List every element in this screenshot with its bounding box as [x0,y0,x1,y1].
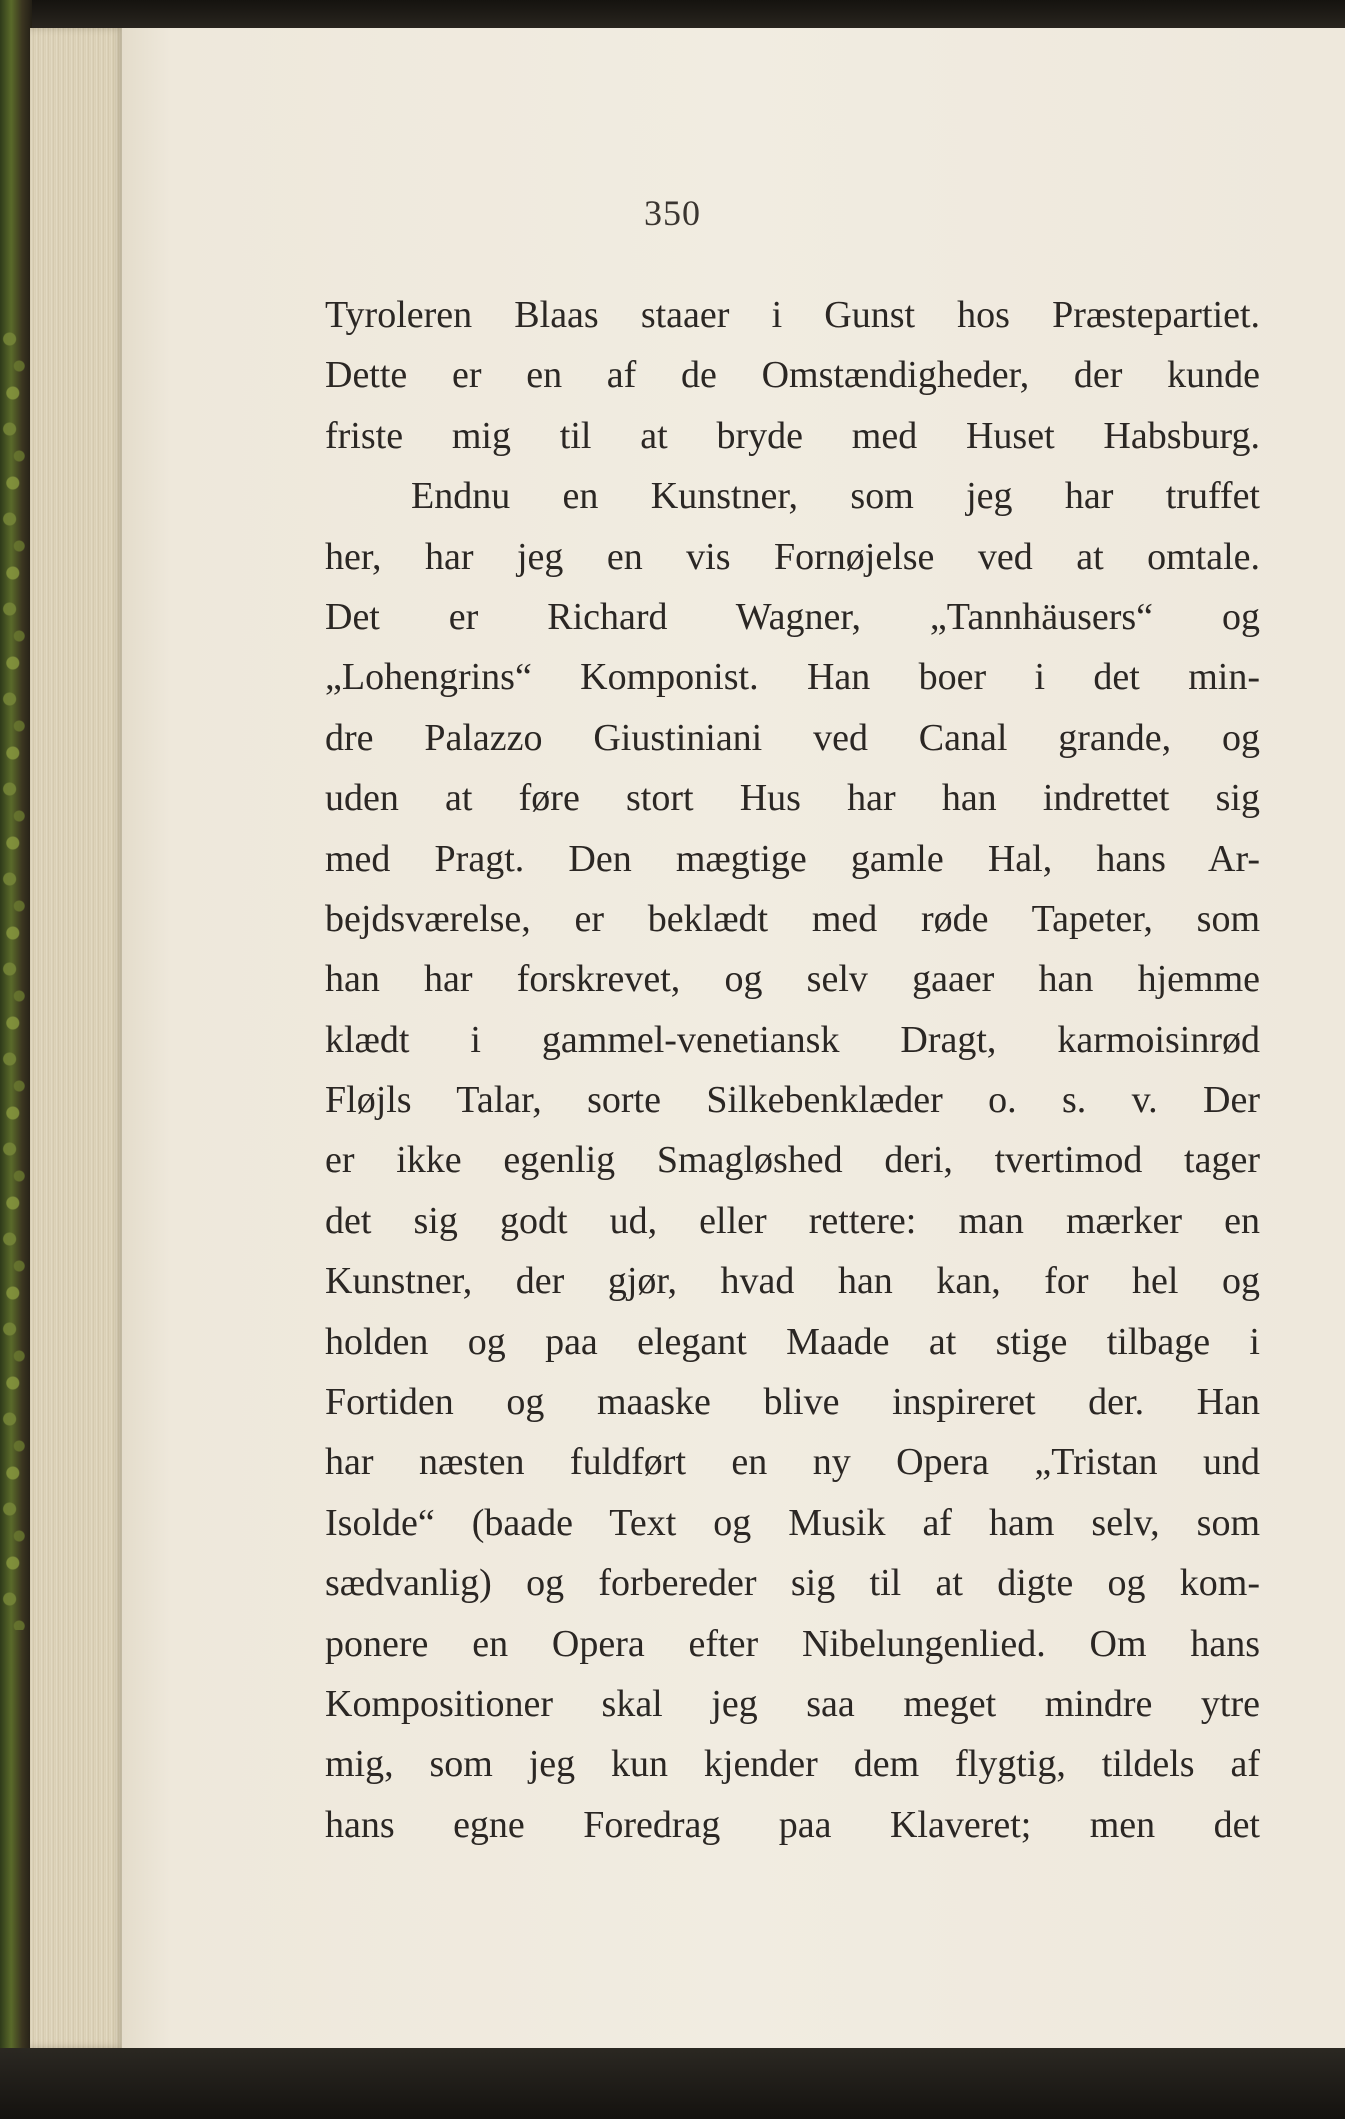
text-line: bejdsværelse, er beklædt med røde Tapeter, som [325,897,1260,940]
text-line: Kunstner, der gjør, hvad han kan, for hel og [325,1260,1260,1303]
text-line: Dette er en af de Omstændigheder, der kunde [325,354,1260,397]
text-line: Tyroleren Blaas staaer i Gunst hos Præstepartiet. [325,294,1260,336]
text-line: friste mig til at bryde med Huset Habsburg. [325,414,1260,457]
text-line: holden og paa elegant Maade at stige tilbage i [325,1320,1260,1363]
book-top-shadow [0,0,1345,30]
page-number: 350 [644,193,701,233]
text-line: dre Palazzo Giustiniani ved Canal grande, og [325,716,1260,759]
text-line: mig, som jeg kun kjender dem flygtig, tildels af [325,1743,1260,1786]
text-line: Isolde“ (baade Text og Musik af ham selv, som [325,1501,1260,1544]
body-text [325,285,1260,1855]
book-cover-edge [0,0,32,2119]
text-line: det sig godt ud, eller rettere: man mærker en [325,1199,1260,1242]
text-line: her, har jeg en vis Fornøjelse ved at omtale. [325,535,1260,578]
text-line: Kompositioner skal jeg saa meget mindre ytre [325,1682,1260,1725]
text-line: Det er Richard Wagner, „Tannhäusers“ og [325,595,1260,638]
text-line: Endnu en Kunstner, som jeg har truffet [411,475,1260,518]
text-line: er ikke egenlig Smagløshed deri, tvertimod tager [325,1139,1260,1182]
text-line: klædt i gammel-venetiansk Dragt, karmoisinrød [325,1018,1260,1061]
text-line: ponere en Opera efter Nibelungenlied. Om hans [325,1622,1260,1665]
text-line: med Pragt. Den mægtige gamle Hal, hans Ar- [325,837,1260,880]
text-line: har næsten fuldført en ny Opera „Tristan und [325,1441,1260,1484]
page-stack-edges [30,28,125,2048]
text-line: Fortiden og maaske blive inspireret der. Han [325,1381,1260,1424]
text-line: „Lohengrins“ Komponist. Han boer i det min- [325,656,1260,699]
text-line: Fløjls Talar, sorte Silkebenklæder o. s. v. Der [325,1079,1260,1122]
text-line: hans egne Foredrag paa Klaveret; men det [325,1803,1260,1846]
text-line: han har forskrevet, og selv gaaer han hjemme [325,958,1260,1001]
book-bottom-shadow [0,2048,1345,2119]
text-line: sædvanlig) og forbereder sig til at digte og kom- [325,1562,1260,1605]
text-line: uden at føre stort Hus har han indrettet sig [325,777,1260,820]
